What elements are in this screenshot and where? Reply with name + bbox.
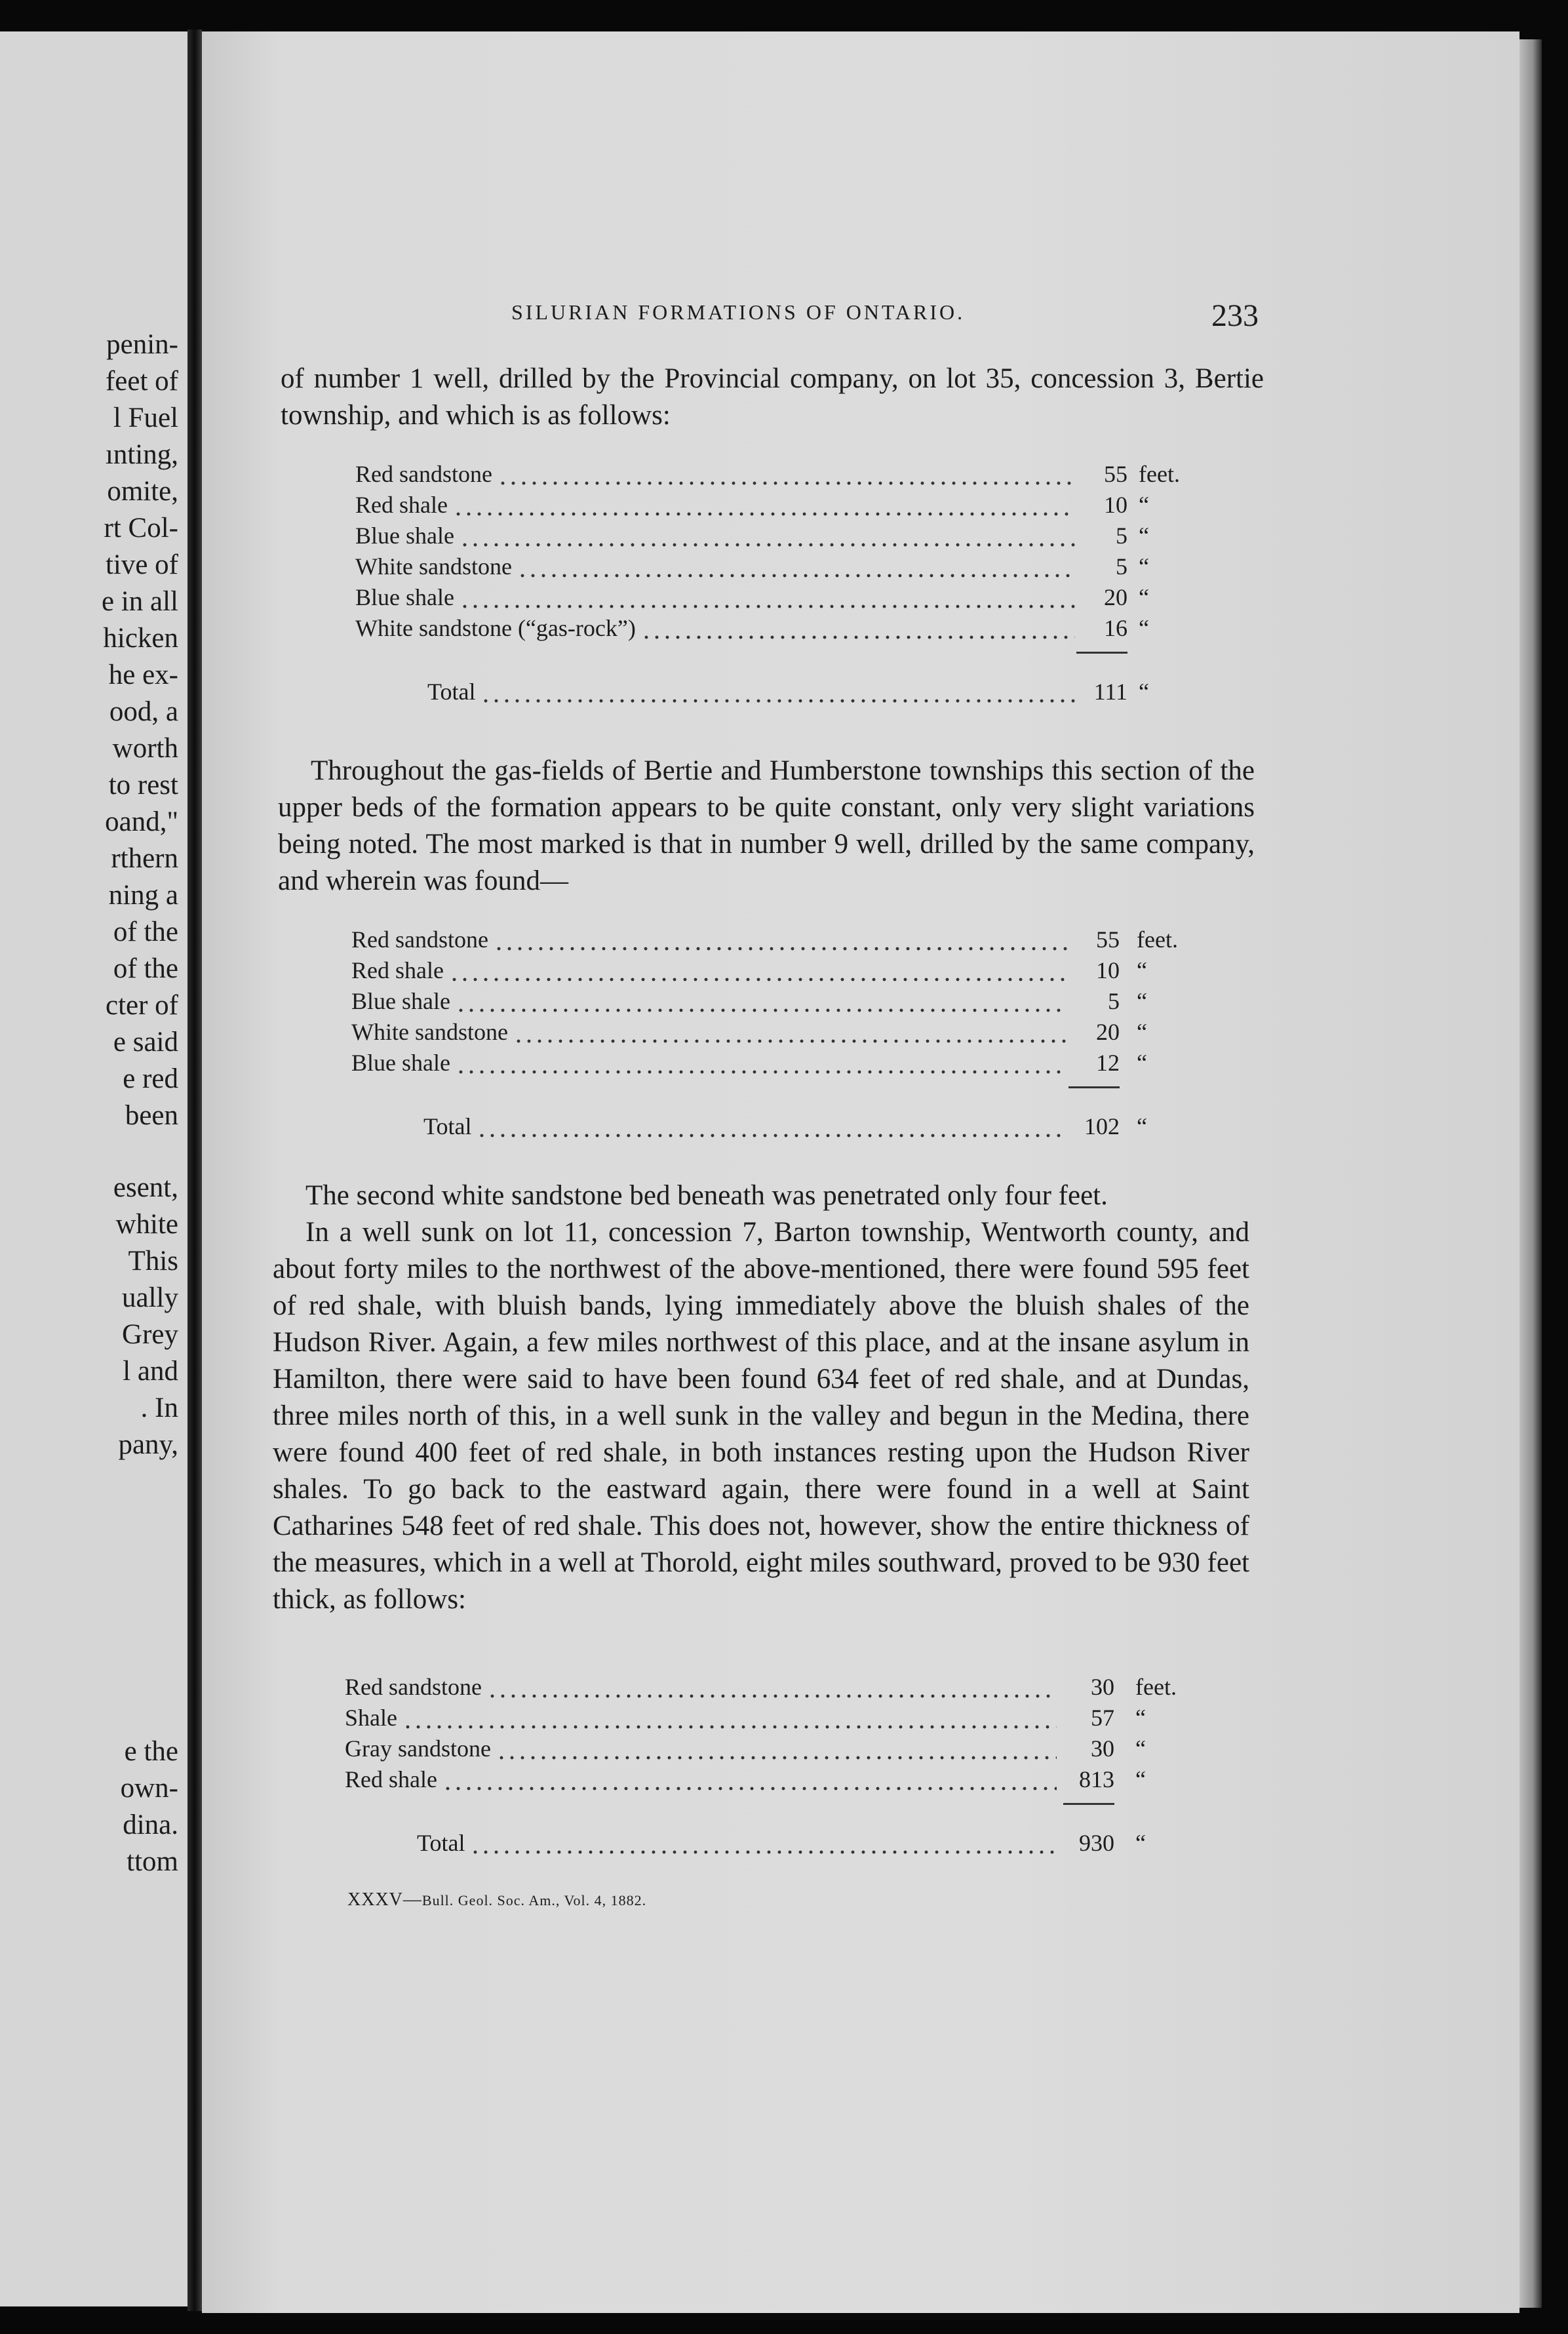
total-row — [345, 1828, 1188, 1859]
total-value: 930 — [1079, 1830, 1114, 1856]
stratum-name: Red sandstone — [351, 926, 488, 953]
left-page-line-fragment: esent, — [113, 1172, 178, 1203]
dot-leader — [449, 955, 1067, 986]
stratum-name: Red shale — [345, 1766, 437, 1792]
thickness-unit: “ — [1135, 1735, 1146, 1762]
thickness-value: 55 — [1096, 926, 1120, 953]
thickness-unit: “ — [1139, 492, 1149, 518]
total-label: Total — [417, 1830, 465, 1856]
left-page-line-fragment: he ex- — [108, 660, 178, 690]
dot-leader — [517, 551, 1075, 582]
left-page-line-fragment: hicken — [103, 623, 178, 654]
page-number: 233 — [1211, 298, 1259, 333]
left-page-line-fragment: e in all — [101, 586, 178, 617]
dot-leader — [487, 1672, 1057, 1703]
stratum-name: Blue shale — [355, 523, 454, 549]
left-page-line-fragment: . In — [140, 1393, 178, 1423]
left-page-line-fragment: ttom — [127, 1846, 178, 1877]
left-page-line-fragment: of the — [113, 953, 178, 984]
left-page-line-fragment: e red — [123, 1063, 178, 1094]
thickness-value: 10 — [1096, 957, 1120, 983]
total-row — [351, 1111, 1189, 1142]
dot-leader — [496, 1733, 1057, 1764]
table-row — [355, 551, 1191, 582]
dot-leader — [442, 1764, 1057, 1795]
left-page-line-fragment: of the — [113, 917, 178, 947]
stratum-name: Red shale — [351, 957, 444, 983]
dot-leader — [402, 1703, 1057, 1733]
total-unit: “ — [1139, 679, 1149, 705]
table-row — [355, 582, 1191, 613]
left-page-line-fragment: cter of — [105, 990, 178, 1021]
thickness-unit: “ — [1137, 988, 1147, 1014]
total-unit: “ — [1137, 1113, 1147, 1139]
thickness-value: 20 — [1104, 584, 1127, 610]
stratum-name: White sandstone (“gas-rock”) — [355, 615, 636, 641]
total-row — [355, 677, 1191, 707]
dot-leader — [453, 490, 1075, 521]
left-page-line-fragment: own- — [120, 1773, 178, 1804]
table-row — [355, 521, 1191, 551]
thickness-value: 12 — [1096, 1050, 1120, 1076]
footer-citation: Bull. Geol. Soc. Am., Vol. 4, 1882. — [421, 1892, 647, 1909]
left-page-line-fragment: ually — [122, 1282, 178, 1313]
thickness-unit: “ — [1139, 584, 1149, 610]
thickness-unit: “ — [1135, 1705, 1146, 1731]
left-page-line-fragment: pany, — [118, 1429, 178, 1460]
total-unit: “ — [1135, 1830, 1146, 1856]
thickness-unit: feet. — [1135, 1674, 1177, 1700]
table-row — [351, 955, 1189, 986]
sum-rule — [1063, 1803, 1114, 1805]
total-value: 102 — [1084, 1113, 1120, 1139]
left-page-line-fragment: been — [125, 1100, 178, 1131]
signature-mark: XXXV— — [347, 1889, 422, 1910]
paragraph-second-bed: The second white sandstone bed beneath was penetrated only four feet. — [305, 1180, 1108, 1211]
left-page-line-fragment: rthern — [111, 843, 178, 874]
thickness-value: 5 — [1116, 553, 1127, 580]
table-row — [351, 1048, 1189, 1078]
left-page-line-fragment: penin- — [106, 329, 178, 360]
left-page-line-fragment: dina. — [123, 1810, 178, 1840]
left-page-line-fragment: tive of — [105, 549, 178, 580]
thickness-value: 20 — [1096, 1019, 1120, 1045]
left-page-line-fragment: ood, a — [109, 696, 178, 727]
left-page-line-fragment: l Fuel — [113, 403, 178, 433]
dot-leader — [460, 521, 1075, 551]
table-row — [351, 986, 1189, 1017]
table-row — [345, 1672, 1188, 1703]
page-edge-shadow — [1519, 39, 1542, 2308]
left-page-line-fragment: white — [115, 1209, 178, 1240]
dot-leader — [513, 1017, 1067, 1048]
thickness-unit: “ — [1139, 615, 1149, 641]
thickness-unit: “ — [1139, 523, 1149, 549]
total-label: Total — [427, 679, 476, 705]
left-page-line-fragment: omite, — [107, 476, 178, 507]
stratum-name: Red sandstone — [345, 1674, 482, 1700]
book-gutter — [187, 30, 202, 2311]
table-row — [351, 924, 1189, 955]
stratum-name: White sandstone — [355, 553, 512, 580]
thickness-unit: “ — [1137, 957, 1147, 983]
thickness-value: 10 — [1104, 492, 1127, 518]
thickness-value: 30 — [1091, 1735, 1114, 1762]
left-page-line-fragment: This — [128, 1246, 178, 1276]
thickness-unit: feet. — [1137, 926, 1178, 953]
thickness-value: 5 — [1116, 523, 1127, 549]
left-page-line-fragment: ning a — [108, 880, 178, 911]
thickness-value: 57 — [1091, 1705, 1114, 1731]
total-value: 111 — [1093, 679, 1127, 705]
total-label: Total — [423, 1113, 472, 1139]
left-page-line-fragment: worth — [112, 733, 178, 764]
table-row — [345, 1733, 1188, 1764]
left-page-line-fragment: l and — [123, 1356, 178, 1387]
stratum-name: Shale — [345, 1705, 397, 1731]
dot-leader — [470, 1828, 1057, 1859]
stratum-name: Red shale — [355, 492, 448, 518]
running-head: SILURIAN FORMATIONS OF ONTARIO. — [511, 300, 966, 324]
dot-leader — [477, 1111, 1067, 1142]
stratum-name: Blue shale — [355, 584, 454, 610]
left-page-line-fragment: Grey — [122, 1319, 178, 1350]
dot-leader — [641, 613, 1075, 644]
thickness-value: 813 — [1079, 1766, 1114, 1792]
stratum-name: Blue shale — [351, 1050, 450, 1076]
table-row — [355, 490, 1191, 521]
thickness-value: 30 — [1091, 1674, 1114, 1700]
stratum-name: White sandstone — [351, 1019, 508, 1045]
left-page-line-fragment: oand," — [105, 806, 178, 837]
thickness-unit: “ — [1139, 553, 1149, 580]
left-page-line-fragment: e the — [124, 1736, 178, 1767]
left-page-line-fragment: e said — [113, 1027, 178, 1058]
dot-leader — [456, 1048, 1067, 1078]
table-row — [345, 1703, 1188, 1733]
dot-leader — [480, 677, 1075, 707]
stratum-name: Blue shale — [351, 988, 450, 1014]
paragraph-barton-well: In a well sunk on lot 11, concession 7, Barton township, Wentworth county, and about forty miles to the northwest of the above-mentioned, there were found 595 feet of red shale, with bluish bands, lying immediately above the bluish shales of the Hudson River. Again, a few miles northwest of this place, and at the insane asylum in Hamilton, there were said to have been found 634 feet of red shale, and at Dundas, three miles north of this, in a well sunk in the valley and begun in the Medina, there were found 400 feet of red shale, in both instances resting upon the Hudson River shales. To go back to the eastward again, there were found in a well at Saint Catharines 548 feet of red shale. This does not, however, show the entire thickness of the measures, which in a well at Thorold, eight miles southward, proved to be 930 feet thick, as follows: — [273, 1217, 1249, 1615]
sum-rule — [1076, 652, 1127, 654]
left-page-line-fragment: ınting, — [105, 439, 178, 470]
dot-leader — [460, 582, 1075, 613]
table-row — [355, 459, 1191, 490]
table-row — [355, 613, 1191, 644]
paragraph-intro: of number 1 well, drilled by the Provincial company, on lot 35, concession 3, Bertie township, and which is as follows: — [281, 363, 1264, 431]
left-page-line-fragment: to rest — [108, 770, 178, 801]
thickness-unit: “ — [1137, 1019, 1147, 1045]
thickness-value: 5 — [1108, 988, 1120, 1014]
dot-leader — [498, 459, 1075, 490]
table-row — [345, 1764, 1188, 1795]
thickness-value: 16 — [1104, 615, 1127, 641]
dot-leader — [456, 986, 1067, 1017]
table-row — [351, 1017, 1189, 1048]
signature-footer — [347, 1889, 646, 1910]
stratum-name: Red sandstone — [355, 461, 492, 487]
dot-leader — [494, 924, 1067, 955]
left-page-line-fragment: rt Col- — [104, 513, 178, 544]
sum-rule — [1068, 1086, 1120, 1088]
thickness-unit: “ — [1135, 1766, 1146, 1792]
thickness-value: 55 — [1104, 461, 1127, 487]
thickness-unit: “ — [1137, 1050, 1147, 1076]
left-page-line-fragment: feet of — [105, 366, 178, 397]
stratum-name: Gray sandstone — [345, 1735, 491, 1762]
thickness-unit: feet. — [1139, 461, 1180, 487]
left-page-edge — [0, 31, 187, 2306]
paragraph-gas-fields: Throughout the gas-fields of Bertie and Humberstone townships this section of the upper beds of the formation appears to be quite constant, only very slight variations being noted. The most marked is that in number 9 well, drilled by the same company, and wherein was found— — [278, 755, 1255, 896]
